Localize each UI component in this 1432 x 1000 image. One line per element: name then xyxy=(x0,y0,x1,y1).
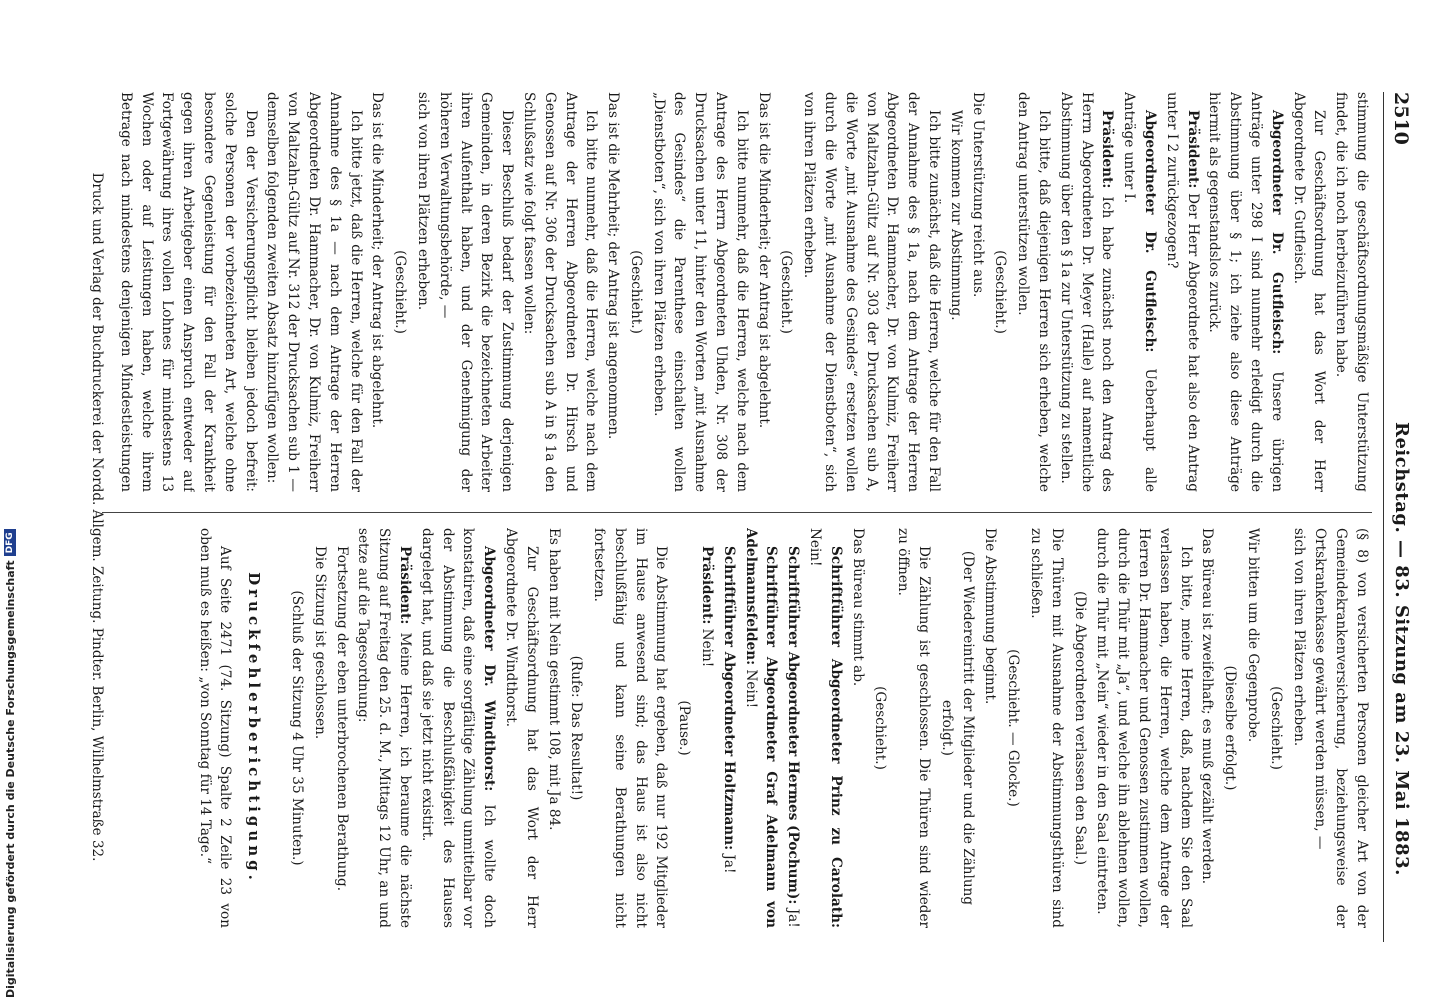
speech-text: Nein! xyxy=(699,628,716,668)
speech-text: Ja! xyxy=(720,854,737,874)
text-paragraph: Den der Versicherungspflicht bleiben jedoch befreit: solche Personen der vorbezeichneten Art, welche ohne besondere Gegenleistung für den Fall der Krankheit gegen ihren Arbeitgeber einen Anspruch entweder auf Fortgewährung ihres vollen Lohnes für mindestens 13 Wochen oder auf Leistungen haben, welche ihrem Betrage nach mindestens denjenigen Mindestleistungen xyxy=(117,92,259,492)
left-column xyxy=(112,92,1372,492)
text-paragraph: (§ 8) von versicherten Personen gleicher Art von der Gemeindekrankenversicherung, beziehungsweise der Ortskrankenkasse gewährt werden müssen, — xyxy=(1312,528,1370,928)
text-paragraph: Fortsetzung der eben unterbrochenen Berathung. xyxy=(333,546,350,892)
speech-text: Unsere übrigen Anträge unter 298 I sind nunmehr erledigt durch die Abstimmung über § 1; ich ziehe also diese Anträge hiermit als gegenstandslos zurück. xyxy=(1206,92,1285,492)
stage-direction: (Rufe: Das Resultat!) xyxy=(568,655,585,801)
text-paragraph: Die Unterstützung reicht aus. xyxy=(969,92,986,298)
text-paragraph: Das ist die Mehrheit; der Antrag ist angenommen. xyxy=(605,92,622,440)
stage-direction: (Geschieht.) xyxy=(1267,686,1284,770)
text-paragraph: Ich bitte jetzt, daß die Herren, welche für den Fall der Annahme des § 1a — nach dem Antrage der Herren Abgeordneten Dr. Hammacher, Dr. von Kulmiz, Freiherr von Maltzahn-Gültz auf Nr. 312 der Drucksachen sub 1 — demselben folgenden zweiten Absatz hinzufügen wollen: xyxy=(264,92,364,492)
text-paragraph: Ich bitte, daß diejenigen Herren sich erheben, welche den Antrag unterstützen wollen. xyxy=(1015,92,1053,492)
text-paragraph: sich von ihren Plätzen erheben. xyxy=(414,92,431,311)
speech-text: Ich wollte doch konstatiren, daß eine sorgfältige Zählung unmittelbar vor der Abstimmung die Beschlußfähigkeit des Hauses dargelegt hat, und daß sie jetzt nicht existirt. xyxy=(418,528,498,928)
speaker-name: Präsident: xyxy=(699,546,716,625)
speech-text: Ueberhaupt alle Anträge unter I. xyxy=(1121,92,1159,492)
text-paragraph: Das Büreau stimmt ab. xyxy=(849,528,866,687)
speech-paragraph xyxy=(782,528,803,928)
printer-imprint: Druck und Verlag der Buchdruckerei der Nordd. Allgem. Zeitung. Pindter. Berlin, Wilhelmstraße 32. xyxy=(89,172,105,862)
speech-paragraph xyxy=(696,528,717,928)
right-column xyxy=(112,528,1372,928)
speaker-name: Schriftführer Abgeordneter Holtzmann: xyxy=(720,546,737,851)
stage-direction: (Geschieht.) xyxy=(872,686,889,770)
stage-direction: (Geschieht.) xyxy=(992,250,1009,334)
stage-direction: (Pause.) xyxy=(676,700,693,756)
digitization-sidebar xyxy=(0,0,20,1000)
speech-paragraph xyxy=(1204,92,1287,492)
text-paragraph: Es haben mit Nein gestimmt 108, mit Ja 84. xyxy=(545,528,562,831)
speech-paragraph xyxy=(353,528,415,928)
speaker-name: Schriftführer Abgeordneter Prinz zu Carolath: xyxy=(827,546,844,928)
speech-text: Ich habe zunächst noch den Antrag des Herrn Abgeordneten Dr. Meyer (Halle) auf namentliche Abstimmung über den § 1a zur Unterstützung zu stellen. xyxy=(1057,92,1116,492)
text-paragraph: Wir kommen zur Abstimmung. xyxy=(947,110,964,321)
text-paragraph: Die Abstimmung beginnt. xyxy=(982,528,999,705)
speech-paragraph xyxy=(804,528,846,928)
text-paragraph: Ich bitte zunächst, daß die Herren, welche für den Fall der Annahme des § 1a, nach dem Antrage der Herren Abgeordneten Dr. Hammacher, Dr. von Kulmiz, Freiherr von Maltzahn-Gültz auf Nr. 303 der Drucksachen sub A, die Worte „mit Ausnahme des Gesindes“ ersetzen wollen durch die Worte „mit Ausnahme der Dienstboten“, sich von ihren Plätzen erheben. xyxy=(801,92,943,492)
text-paragraph: Ich bitte, meine Herren, daß, nachdem Sie den Saal verlassen haben, die Herren, welche dem Antrage der Herren Dr. Hammacher und Genossen zustimmen wollen, durch die Thür mit „Ja“, und welche ihn ablehnen wollen, durch die Thür mit „Nein“ wieder in den Saal eintreten. xyxy=(1094,528,1194,928)
text-paragraph: Zur Geschäftsordnung hat das Wort der Herr Abgeordnete Dr. Windthorst. xyxy=(502,528,540,928)
speech-paragraph xyxy=(1055,92,1117,492)
digitization-credit: Digitalisierung gefördert durch die Deutsche Forschungsgemeinschaft xyxy=(3,560,17,998)
speaker-name: Präsident: xyxy=(396,546,413,625)
stage-direction: (Geschieht. — Glocke.) xyxy=(1005,649,1022,807)
speech-text: Der Herr Abgeordnete hat also den Antrag unter I 2 zurückgezogen? xyxy=(1163,92,1201,492)
speech-paragraph xyxy=(740,528,782,928)
speech-paragraph xyxy=(1161,92,1203,492)
text-paragraph: Auf Seite 2471 (74. Sitzung) Spalte 2 Zeile 23 von oben muß es heißen: „von Sonntag für 14 Tage.“ xyxy=(196,528,234,928)
speech-paragraph xyxy=(1118,92,1160,492)
text-paragraph: Das Büreau ist zweifelhaft; es muß gezählt werden. xyxy=(1199,528,1216,885)
dfg-logo: DFG xyxy=(4,529,16,556)
text-paragraph: Das ist die Minderheit; der Antrag ist abgelehnt. xyxy=(369,92,386,429)
text-paragraph: sich von ihren Plätzen erheben. xyxy=(1290,528,1307,747)
column-divider xyxy=(102,512,1372,513)
running-head: Reichstag. — 83. Sitzung am 23. Mai 1883. xyxy=(1391,422,1412,876)
text-paragraph: Ich bitte nunmehr, daß die Herren, welche nach dem Antrage der Herren Abgeordneten Dr. Hirsch und Genossen auf Nr. 306 der Drucksachen sub A in § 1a den Schlußsatz wie folgt fassen wollen: xyxy=(520,92,600,492)
stage-direction: (Dieselbe erfolgt.) xyxy=(1222,665,1239,791)
page-header xyxy=(1383,92,1418,942)
text-paragraph: Wir bitten um die Gegenprobe. xyxy=(1245,528,1262,743)
speaker-name: Schriftführer Abgeordneter Hermes (Pochum): xyxy=(785,546,802,905)
text-paragraph: Zur Geschäftsordnung hat das Wort der Herr Abgeordnete Dr. Gutfleisch. xyxy=(1290,92,1328,492)
speech-paragraph xyxy=(718,528,739,928)
text-paragraph: Die Zählung ist geschlossen. Die Thüren sind wieder zu öffnen. xyxy=(895,528,933,928)
text-paragraph: stimmung die geschäftsordnungsmäßige Unterstützung findet, die ich noch herbeizuführen habe. xyxy=(1333,92,1370,492)
text-paragraph: Dieser Beschluß bedarf der Zustimmung derjenigen Gemeinden, in deren Bezirk die bezeichneten Arbeiter ihren Aufenthalt haben, und der Genehmigung der höheren Verwaltungsbehörde, — xyxy=(436,92,516,492)
text-paragraph: Die Sitzung ist geschlossen. xyxy=(311,546,328,740)
speaker-name: Abgeordneter Dr. Gutfleisch: xyxy=(1142,110,1159,353)
text-paragraph: Die Thüren mit Ausnahme der Abstimmungsthüren sind zu schließen. xyxy=(1028,528,1065,928)
page-number: 2510 xyxy=(1390,92,1412,145)
text-paragraph: Ich bitte nunmehr, daß die Herren, welche nach dem Antrage des Herrn Abgeordneten Uhden, Nr. 308 der Drucksachen unter 11, hinter den Worten „mit Ausnahme des Gesindes“ die Parenthese einschalten wollen „Dienstboten“, sich von ihren Plätzen erheben. xyxy=(650,92,750,492)
speech-text: Meine Herren, ich beraume die nächste Sitzung auf Freitag den 25. d. M., Mittags 12 Uhr, an und setze auf die Tagesordnung: xyxy=(355,528,413,928)
speech-paragraph xyxy=(416,528,499,928)
stage-direction: (Der Wiedereintritt der Mitglieder und die Zählung erfolgt.) xyxy=(938,550,976,906)
speaker-name: Schriftführer Abgeordneter Graf Adelmann von Adelmannsfelden: xyxy=(742,528,780,928)
stage-direction: (Schluß der Sitzung 4 Uhr 35 Minuten.) xyxy=(288,590,305,866)
speaker-name: Präsident: xyxy=(1184,110,1201,189)
stage-direction: (Geschieht.) xyxy=(627,250,644,334)
text-paragraph: Die Abstimmung hat ergeben, daß nur 192 Mitglieder im Hause anwesend sind; das Haus ist also nicht beschlußfähig und kann seine Berathungen nicht fortsetzen. xyxy=(591,528,670,928)
speech-text: Nein! xyxy=(742,669,759,709)
speaker-name: Abgeordneter Dr. Windthorst: xyxy=(481,546,498,792)
speech-text: Nein! xyxy=(807,528,824,567)
stage-direction: (Die Abgeordneten verlassen den Saal.) xyxy=(1071,590,1088,865)
speaker-name: Abgeordneter Dr. Gutfleisch: xyxy=(1268,110,1285,355)
text-paragraph: Das ist die Minderheit; der Antrag ist abgelehnt. xyxy=(755,92,772,429)
stage-direction: (Geschieht.) xyxy=(392,250,409,334)
speaker-name: Präsident: xyxy=(1099,110,1116,189)
correction-title: Druckfehlerberichtigung. xyxy=(245,572,264,884)
stage-direction: (Geschieht.) xyxy=(778,250,795,334)
speech-text: Ja! xyxy=(785,908,802,928)
